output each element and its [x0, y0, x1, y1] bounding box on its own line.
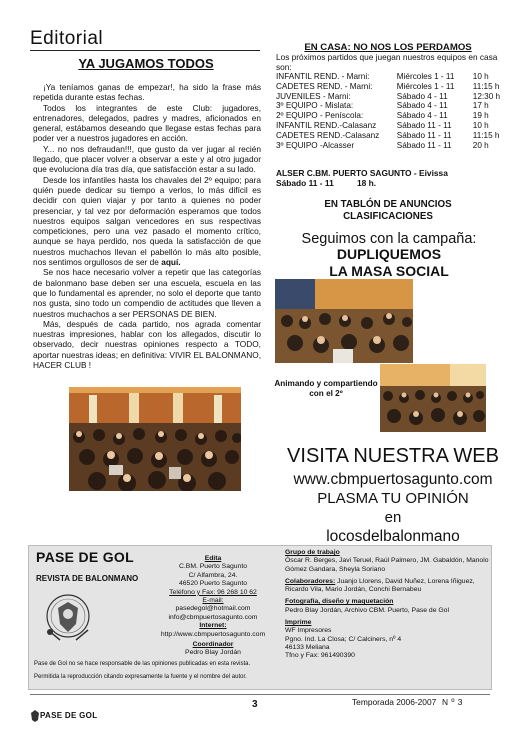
paragraph-text: Desde los infantiles hasta los chavales del 2º equipo; para quién puede dedicar su tiempo a verlos, lo más difícil es decidir con quien viajar y por tanto a quienes no poder presenciar, y tal vez por deformación esperamos que todos nuestros equipos salgan vencedores en sus respectivas competiciones, pero una vez pasado el momento crítico, aunque se haya perdido, nos queda la satisfacción de que nuestros muchachos llevan el pabellón lo más alto posible, nos sentimos orgullosos de ser de	[33, 174, 261, 268]
disclaimer: Pase de Gol no se hace responsable de las opiniones publicadas en esta revista.	[34, 661, 251, 667]
work-group	[285, 549, 489, 574]
away-game-teams: ALSER C.BM. PUERTO SAGUNTO - Eivissa	[276, 168, 448, 178]
schedule-row	[276, 131, 502, 141]
notice-board	[276, 199, 500, 222]
paragraph: Y... no nos defraudan!!!, que gusto da ver jugar al recién llegado, que placer volver a observar a este y al otro jugador que evoluciona día tras día, que satisfacción estar a su lado.	[33, 143, 261, 175]
time: 10 h	[472, 72, 489, 81]
internet-heading: Internet:	[199, 622, 227, 630]
publisher-line: 46520 Puerto Sagunto	[178, 580, 248, 588]
date: Sábado 11 - 11	[396, 140, 452, 150]
campaign-line: LA MASA SOCIAL	[329, 263, 449, 279]
schedule-row	[276, 82, 502, 92]
blog-name[interactable]: locosdelbalonmano	[326, 528, 460, 545]
email-address[interactable]: pasedegol@hotmail.com	[175, 605, 251, 613]
schedule-row	[276, 101, 502, 111]
club-logo-icon	[42, 590, 94, 644]
paragraph: Se nos hace necesario volver a repetir que las categorías de balonmano base deben ser una escuela, escuela en las que lo fundamental es aprender, no solo el deporte que tanto nos gusta, sino todo un compendio de actitudes que lleven a nuestros muchachos a ser PERSONAS DE BIEN.	[33, 267, 261, 319]
coordinator-heading: Coordinador	[192, 641, 234, 649]
printer-line: 46133 Meliana	[285, 643, 330, 651]
photography-heading: Fotografía, diseño y maquetación	[285, 598, 394, 606]
team: CADETES REND. - Marni:	[276, 81, 373, 91]
schedule-row	[276, 92, 502, 102]
publisher-line: C/ Alfambra, 24.	[188, 571, 238, 579]
campaign-line: DUPLIQUEMOS	[336, 246, 442, 262]
emphasis: aquí.	[161, 257, 181, 268]
away-game	[276, 168, 496, 188]
season-label: Temporada 2006-2007	[352, 697, 437, 707]
printer-line: Pgno. Ind. La Closa; C/ Calciners, nº 4	[285, 635, 402, 643]
home-games-title: EN CASA: NO NOS LOS PERDAMOS	[304, 42, 472, 53]
collaborators	[285, 578, 489, 595]
coordinator-name: Pedro Blay Jordán	[185, 649, 241, 657]
footer-brand: PASE DE GOL	[40, 711, 98, 720]
caption-line: con el 2º	[309, 389, 343, 398]
issue-number: N º 3	[442, 697, 463, 707]
staff-credits	[285, 549, 489, 665]
crowd-photo-top	[275, 279, 413, 363]
photography-names: Pedro Blay Jordán, Archivo CBM. Puerto, Pase de Gol	[285, 606, 449, 614]
reproduction-note: Permitida la reproducción citando expresamente la fuente y el nombre del autor.	[34, 674, 247, 680]
footer-divider	[30, 694, 490, 695]
campaign-intro: Seguimos con la campaña:	[301, 231, 477, 247]
date: Miércoles 1 - 11	[396, 72, 455, 81]
caption-line: Animando y compartiendo	[274, 379, 378, 388]
schedule-row	[276, 72, 502, 82]
time: 20 h	[472, 140, 489, 150]
opinion-heading: PLASMA TU OPINIÓN	[317, 490, 469, 507]
schedule-list	[276, 72, 502, 150]
title-underline	[30, 50, 260, 51]
time: 17 h	[472, 101, 489, 111]
time: 11:15 h	[472, 130, 500, 140]
photo-caption	[262, 379, 390, 399]
date: Sábado 11 - 11	[396, 120, 452, 130]
section-title: Editorial	[30, 28, 104, 49]
time: 11:15 h	[472, 81, 500, 91]
opinion-connector: en	[384, 509, 402, 526]
paragraph: Todos los integrantes de este Club: jugadores, entrenadores, delegados, padres y madres, aficionados en general, estábamos deseando que llegase estas fechas para poder ver a nuestros jugadores en acción.	[33, 102, 261, 144]
printer-info	[285, 619, 489, 660]
web-heading: VISITA NUESTRA WEB	[287, 445, 499, 467]
date: Sábado 4 - 11	[396, 91, 448, 101]
schedule-row	[276, 121, 502, 131]
date: Sábado 4 - 11	[396, 101, 448, 111]
magazine-title: PASE DE GOL	[36, 549, 134, 565]
crowd-photo-left	[69, 387, 241, 491]
date: Sábado 11 - 11	[396, 130, 452, 140]
team: 3º EQUIPO - Mislata:	[276, 101, 354, 111]
article-title: YA JUGAMOS TODOS	[78, 56, 214, 71]
date: Sábado 4 - 11	[396, 111, 448, 121]
team: 2º EQUIPO - Peníscola:	[276, 111, 364, 121]
work-group-heading: Grupo de trabajo	[285, 549, 340, 556]
email-address[interactable]: info@cbmpuertosagunto.com	[168, 613, 258, 621]
publisher-line: C.BM. Puerto Sagunto	[178, 563, 247, 571]
paragraph: Más, después de cada partido, nos agrada comentar nuestras impresiones, hablar con los allegados, discutir lo observado, decir nuestras opiniones respecto a TODO, aportar nuestras ideas; en definitiva: VIVIR EL BALONMANO, HACER CLUB !	[33, 318, 261, 371]
time: 19 h	[472, 111, 489, 121]
paragraph	[33, 175, 261, 268]
printer-line: Tfno y Fax: 961490390	[285, 652, 355, 660]
campaign-slogan	[276, 246, 502, 280]
publisher-info	[150, 555, 276, 658]
paragraph: ¡Ya teníamos ganas de empezar!, ha sido la frase más repetida durante estas fechas.	[33, 82, 261, 103]
home-games-intro: Los próximos partidos que juegan nuestros equipos en casa son:	[276, 52, 498, 72]
publisher-heading: Edita	[204, 555, 222, 562]
team: 3º EQUIPO -Alcasser	[276, 140, 355, 150]
collaborators-list: Juanjo Llorens, David Nuñez, Lorena Iñiguez, Ricardo Vila, Mario Jordán, Conchi Bernabeu	[285, 577, 475, 594]
magazine-subtitle: REVISTA DE BALONMANO	[36, 574, 139, 583]
time: 12:30 h	[472, 91, 501, 101]
website-url[interactable]: www.cbmpuertosagunto.com	[293, 471, 493, 488]
team: CADETES REND.-Calasanz	[276, 130, 380, 140]
article-body	[33, 82, 261, 370]
team: JUVENILES - Marni:	[276, 91, 351, 101]
schedule-row	[276, 111, 502, 121]
away-game-time: Sábado 11 - 11 18 h.	[276, 178, 377, 188]
printer-heading: Imprime	[285, 619, 312, 627]
ball-icon	[30, 709, 40, 721]
team: INFANTIL REND.-Calasanz	[276, 120, 377, 130]
work-group-members: Óscar R. Berges, Javi Teruel, Raúl Palmero, JM. Gabaldón, Manolo Gómez Gandara, Sheyla Soriano	[285, 557, 489, 573]
team: INFANTIL REND. - Marni:	[276, 72, 370, 81]
page-number: 3	[252, 699, 258, 710]
internet-url[interactable]: http://www.cbmpuertosagunto.com	[160, 630, 266, 638]
email-heading: E-mail:	[202, 597, 224, 605]
photography-credits	[285, 598, 489, 615]
date: Miércoles 1 - 11	[396, 81, 455, 91]
printer-line: WF Impresores	[285, 627, 332, 635]
crowd-photo-bottom	[380, 364, 486, 432]
publisher-phone: Teléfono y Fax: 96 268 10 62	[169, 588, 257, 596]
time: 10 h	[472, 120, 489, 130]
notice-line: CLASIFICACIONES	[343, 210, 433, 222]
collaborators-heading: Colaboradores:	[285, 577, 336, 585]
notice-line: EN TABLÓN DE ANUNCIOS	[324, 199, 452, 210]
schedule-row	[276, 141, 502, 151]
